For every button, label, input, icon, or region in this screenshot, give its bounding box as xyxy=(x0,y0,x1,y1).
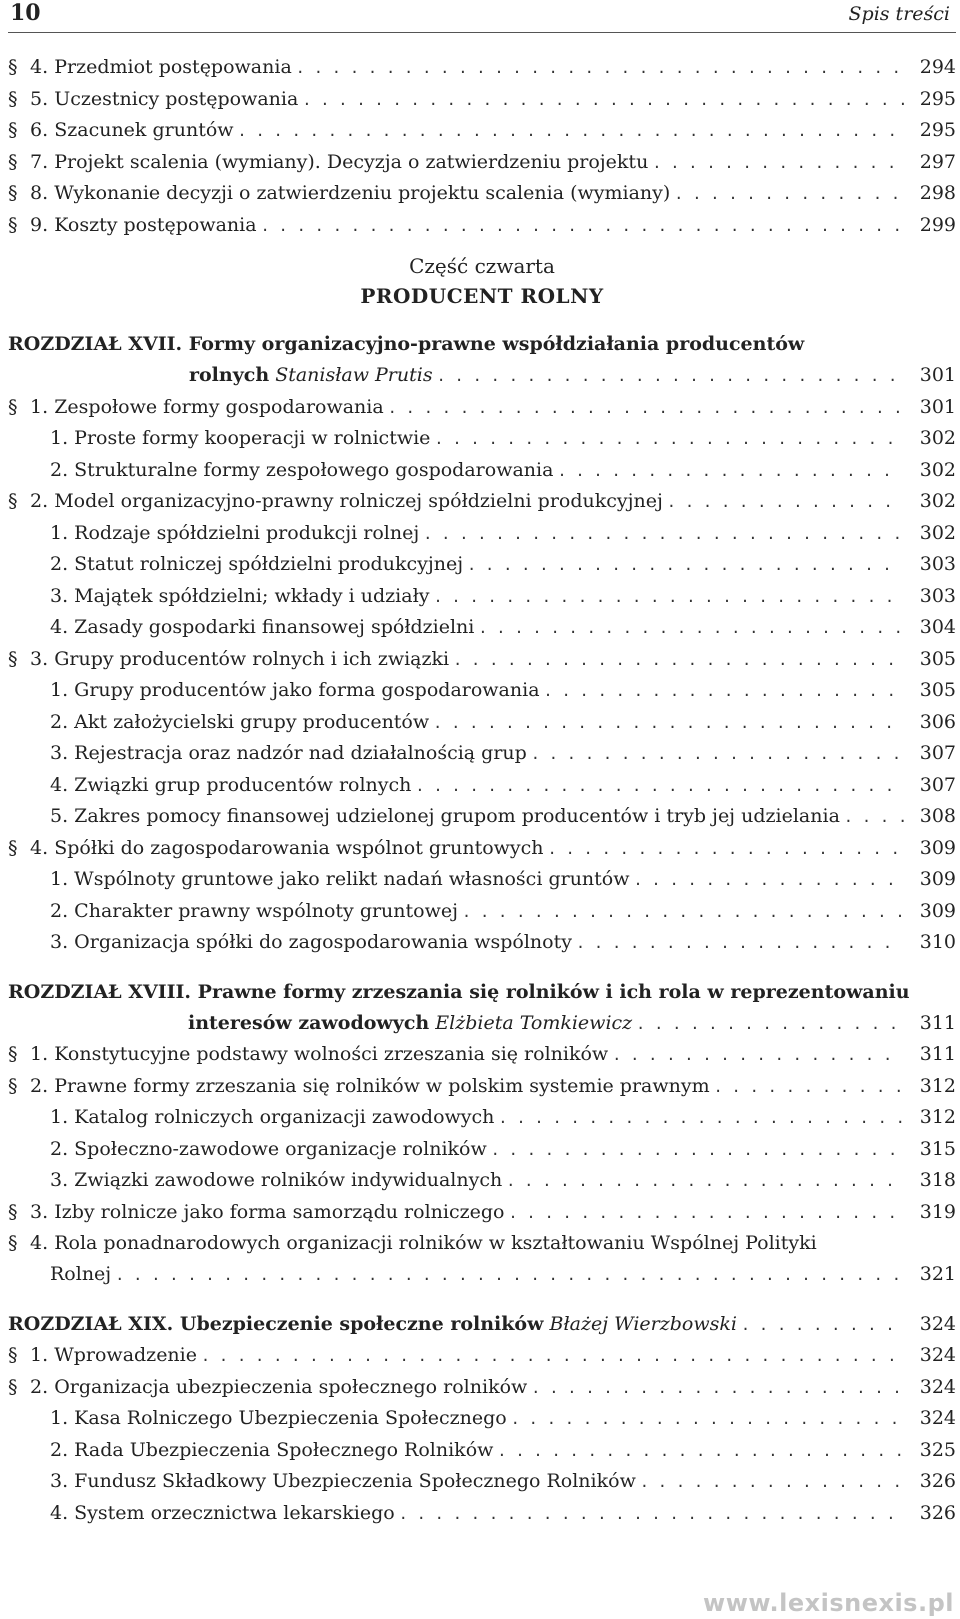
page-ref: 305 xyxy=(919,679,956,701)
toc-entry[interactable] xyxy=(8,896,956,928)
chapter-17-entries xyxy=(8,392,956,959)
chapter-17 xyxy=(8,329,956,959)
toc-entry[interactable] xyxy=(8,486,956,518)
part-subtitle: Część czwarta xyxy=(409,254,555,278)
page-ref: 299 xyxy=(919,213,956,236)
dot-leader xyxy=(463,550,904,582)
section-mark: § xyxy=(8,1375,18,1398)
section-mark: § xyxy=(8,836,18,859)
page-ref: 295 xyxy=(919,87,956,110)
entry-label: 2. Prawne formy zrzeszania się rolników w polskim systemie prawnym xyxy=(30,1074,710,1097)
dot-leader xyxy=(544,834,904,866)
dot-leader xyxy=(433,361,904,393)
chapter-author: Stanisław Prutis xyxy=(275,364,433,386)
entry-label: 4. System orzecznictwa lekarskiego xyxy=(50,1501,395,1524)
page-ref: 302 xyxy=(919,427,956,449)
toc-entry[interactable] xyxy=(8,1134,956,1166)
page-ref: 319 xyxy=(919,1200,956,1223)
dot-leader xyxy=(527,1373,904,1405)
page-ref: 294 xyxy=(919,56,956,78)
entry-label: 3. Związki zawodowe rolników indywidualnych xyxy=(50,1169,503,1191)
entry-label: 8. Wykonanie decyzji o zatwierdzeniu projektu scalenia (wymiany) xyxy=(30,182,671,204)
page-ref: 326 xyxy=(919,1470,956,1492)
page-ref: 297 xyxy=(919,150,956,173)
chapter-heading: ROZDZIAŁ XVIII. Prawne formy zrzeszania się rolników i ich rola w reprezentowaniu xyxy=(8,980,910,1003)
page-ref: 325 xyxy=(919,1438,956,1461)
entry-label: 5. Uczestnicy postępowania xyxy=(30,87,299,110)
entry-label: 1. Zespołowe formy gospodarowania xyxy=(30,395,384,418)
dot-leader xyxy=(507,1404,904,1436)
section-mark: § xyxy=(8,1200,18,1223)
entry-label: 9. Koszty postępowania xyxy=(30,213,257,236)
toc-entry[interactable] xyxy=(8,1008,956,1040)
toc-entry[interactable] xyxy=(8,833,956,865)
dot-leader xyxy=(395,1499,904,1531)
toc-entry[interactable] xyxy=(8,1466,956,1498)
toc-entry[interactable] xyxy=(8,423,956,455)
toc-entry[interactable] xyxy=(8,1435,956,1467)
entry-label: 1. Katalog rolniczych organizacji zawodowych xyxy=(50,1106,495,1128)
section-mark: § xyxy=(8,395,18,418)
entry-label: 1. Konstytucyjne podstawy wolności zrzeszania się rolników xyxy=(30,1043,609,1065)
page-number: 10 xyxy=(10,0,41,26)
entry-label: 2. Charakter prawny wspólnoty gruntowej xyxy=(50,899,459,922)
entry-label: 1. Rodzaje spółdzielni produkcji rolnej xyxy=(50,521,420,544)
entry-label: 1. Grupy producentów jako forma gospodarowania xyxy=(50,679,540,701)
section-mark: § xyxy=(8,119,18,141)
part-heading xyxy=(8,251,956,311)
section-mark: § xyxy=(8,647,18,670)
page-ref: 311 xyxy=(919,1011,956,1034)
toc-entry[interactable] xyxy=(8,1102,956,1134)
dot-leader xyxy=(636,1467,904,1499)
entry-label: 3. Fundusz Składkowy Ubezpieczenia Społecznego Rolników xyxy=(50,1470,636,1492)
chapter-18-entries xyxy=(8,1039,956,1228)
dot-leader xyxy=(111,1260,904,1292)
section-mark: § xyxy=(8,1074,18,1097)
toc-entry[interactable] xyxy=(8,644,956,676)
entry-label: 7. Projekt scalenia (wymiany). Decyzja o zatwierdzeniu projektu xyxy=(30,150,649,173)
entry-label: 4. Rola ponadnarodowych organizacji rolników w kształtowaniu Wspólnej Polityki xyxy=(30,1232,817,1254)
dot-leader xyxy=(384,393,904,425)
entry-label: 2. Statut rolniczej spółdzielni produkcyjnej xyxy=(50,553,464,575)
dot-leader xyxy=(458,897,904,929)
toc-entry[interactable] xyxy=(8,927,956,959)
page-ref: 304 xyxy=(919,616,956,638)
chapter-heading-cont: interesów zawodowych xyxy=(188,1011,430,1034)
dot-leader xyxy=(429,582,904,614)
section-mark: § xyxy=(8,213,18,236)
toc-entry[interactable] xyxy=(8,770,956,802)
entry-label: 3. Grupy producentów rolnych i ich związki xyxy=(30,647,450,670)
page-ref: 307 xyxy=(919,773,956,796)
table-of-contents xyxy=(8,52,956,1529)
toc-entry[interactable] xyxy=(8,864,956,896)
toc-entry[interactable] xyxy=(8,392,956,424)
toc-entry[interactable] xyxy=(8,549,956,581)
entry-label: 5. Zakres pomocy finansowej udzielonej grupom producentów i tryb jej udzielania xyxy=(50,805,840,827)
dot-leader xyxy=(429,708,904,740)
entry-label: 4. Związki grup producentów rolnych xyxy=(50,773,412,796)
toc-entry[interactable] xyxy=(8,52,956,84)
dot-leader xyxy=(648,148,904,180)
toc-entry[interactable] xyxy=(8,675,956,707)
page-ref: 311 xyxy=(919,1043,956,1065)
entry-label: 3. Organizacja spółki do zagospodarowania wspólnoty xyxy=(50,931,572,953)
toc-entry[interactable] xyxy=(8,1498,956,1530)
toc-group-1 xyxy=(8,52,956,241)
entry-label: 2. Organizacja ubezpieczenia społecznego rolników xyxy=(30,1375,528,1398)
entry-label: 3. Izby rolnicze jako forma samorządu rolniczego xyxy=(30,1200,505,1223)
toc-entry[interactable] xyxy=(8,115,956,147)
entry-label: 2. Rada Ubezpieczenia Społecznego Rolników xyxy=(50,1438,494,1461)
toc-entry[interactable] xyxy=(8,1309,956,1341)
toc-entry[interactable] xyxy=(8,738,956,770)
entry-label: 1. Wspólnoty gruntowe jako relikt nadań własności gruntów xyxy=(50,868,630,890)
page-ref: 315 xyxy=(919,1137,956,1160)
toc-entry[interactable] xyxy=(8,801,956,833)
section-mark: § xyxy=(8,150,18,173)
entry-label: Rolnej xyxy=(50,1263,112,1285)
page-ref: 303 xyxy=(919,584,956,607)
chapter-author: Błażej Wierzbowski xyxy=(549,1312,737,1335)
dot-leader xyxy=(608,1040,904,1072)
toc-entry[interactable] xyxy=(8,1071,956,1103)
toc-entry[interactable] xyxy=(8,1372,956,1404)
toc-entry[interactable] xyxy=(8,1197,956,1229)
chapter-heading-cont: rolnych xyxy=(189,364,270,386)
toc-entry[interactable] xyxy=(8,1340,956,1372)
page-ref: 309 xyxy=(919,836,956,859)
page-ref: 298 xyxy=(919,182,956,204)
dot-leader xyxy=(493,1436,904,1468)
chapter-19 xyxy=(8,1309,956,1530)
dot-leader xyxy=(298,85,904,117)
dot-leader xyxy=(710,1072,904,1104)
chapter-18 xyxy=(8,977,956,1291)
dot-leader xyxy=(630,865,905,897)
section-mark: § xyxy=(8,1232,18,1254)
toc-entry[interactable] xyxy=(8,1403,956,1435)
entry-label: 1. Wprowadzenie xyxy=(30,1344,197,1366)
page-ref: 324 xyxy=(919,1344,956,1366)
page-ref: 295 xyxy=(919,119,956,141)
page-ref: 310 xyxy=(919,931,956,953)
toc-entry[interactable] xyxy=(8,707,956,739)
entry-label: 4. Spółki do zagospodarowania wspólnot gruntowych xyxy=(30,836,544,859)
page-ref: 324 xyxy=(919,1312,956,1335)
dot-leader xyxy=(502,1166,904,1198)
dot-leader xyxy=(292,53,904,85)
dot-leader xyxy=(449,645,904,677)
page-ref: 324 xyxy=(919,1375,956,1398)
entry-label: 3. Rejestracja oraz nadzór nad działalnością grup xyxy=(50,742,527,764)
chapter-heading: ROZDZIAŁ XIX. Ubezpieczenie społeczne rolników xyxy=(8,1312,544,1335)
toc-entry[interactable] xyxy=(8,581,956,613)
page-ref: 301 xyxy=(919,395,956,418)
entry-label: 6. Szacunek gruntów xyxy=(30,119,234,141)
page-ref: 307 xyxy=(919,742,956,764)
page-ref: 309 xyxy=(919,868,956,890)
chapter-heading: ROZDZIAŁ XVII. Formy organizacyjno-prawne współdziałania producentów xyxy=(8,333,805,355)
dot-leader xyxy=(234,116,904,148)
toc-entry-line[interactable] xyxy=(8,1228,956,1259)
section-mark: § xyxy=(8,490,18,512)
toc-entry[interactable] xyxy=(8,147,956,179)
page-ref: 302 xyxy=(919,490,956,512)
dot-leader xyxy=(737,1310,904,1342)
dot-leader xyxy=(487,1135,904,1167)
dot-leader xyxy=(553,456,904,488)
page-ref: 321 xyxy=(919,1263,956,1285)
dot-leader xyxy=(197,1341,904,1373)
toc-entry[interactable] xyxy=(8,612,956,644)
dot-leader xyxy=(663,487,904,519)
toc-entry[interactable] xyxy=(8,455,956,487)
toc-entry[interactable] xyxy=(8,1165,956,1197)
toc-entry[interactable] xyxy=(8,518,956,550)
dot-leader xyxy=(504,1198,904,1230)
page-ref: 312 xyxy=(919,1074,956,1097)
section-mark: § xyxy=(8,1344,18,1366)
page-ref: 326 xyxy=(919,1501,956,1524)
page-header xyxy=(8,0,956,33)
section-mark: § xyxy=(8,1043,18,1065)
dot-leader xyxy=(540,676,904,708)
page-ref: 308 xyxy=(919,805,956,827)
chapter-19-entries xyxy=(8,1340,956,1529)
page-ref: 305 xyxy=(919,647,956,670)
toc-entry[interactable] xyxy=(8,210,956,242)
dot-leader xyxy=(411,771,904,803)
running-title: Spis treści xyxy=(848,3,950,25)
entry-label: 2. Strukturalne formy zespołowego gospodarowania xyxy=(50,458,554,481)
entry-label: 1. Proste formy kooperacji w rolnictwie xyxy=(50,427,431,449)
page-ref: 306 xyxy=(919,710,956,733)
entry-label: 4. Zasady gospodarki finansowej spółdzielni xyxy=(50,616,475,638)
dot-leader xyxy=(474,613,904,645)
toc-entry[interactable] xyxy=(8,1259,956,1291)
page-ref: 302 xyxy=(919,521,956,544)
toc-entry[interactable] xyxy=(8,1039,956,1071)
dot-leader xyxy=(572,928,904,960)
page-ref: 309 xyxy=(919,899,956,922)
toc-entry[interactable] xyxy=(8,178,956,210)
page-ref: 301 xyxy=(919,364,956,386)
publisher-watermark: www.lexisnexis.pl xyxy=(703,1589,954,1617)
entry-label: 2. Model organizacyjno-prawny rolniczej spółdzielni produkcyjnej xyxy=(30,490,663,512)
entry-label: 1. Kasa Rolniczego Ubezpieczenia Społecznego xyxy=(50,1407,507,1429)
section-mark: § xyxy=(8,87,18,110)
entry-label: 2. Akt założycielski grupy producentów xyxy=(50,710,430,733)
dot-leader xyxy=(430,424,904,456)
part-title: PRODUCENT ROLNY xyxy=(360,284,604,308)
page-ref: 303 xyxy=(919,553,956,575)
dot-leader xyxy=(419,519,904,551)
dot-leader xyxy=(632,1009,904,1041)
section-mark: § xyxy=(8,182,18,204)
page-ref: 312 xyxy=(919,1106,956,1128)
dot-leader xyxy=(494,1103,904,1135)
dot-leader xyxy=(257,211,904,243)
toc-entry[interactable] xyxy=(8,84,956,116)
page-ref: 324 xyxy=(919,1407,956,1429)
toc-entry[interactable] xyxy=(8,360,956,392)
entry-label: 3. Majątek spółdzielni; wkłady i udziały xyxy=(50,584,430,607)
entry-label: 2. Społeczno-zawodowe organizacje rolników xyxy=(50,1137,487,1160)
page-ref: 302 xyxy=(919,458,956,481)
entry-label: 4. Przedmiot postępowania xyxy=(30,56,292,78)
chapter-author: Elżbieta Tomkiewicz xyxy=(435,1011,633,1034)
section-mark: § xyxy=(8,56,18,78)
dot-leader xyxy=(527,739,904,771)
dot-leader xyxy=(670,179,904,211)
page-ref: 318 xyxy=(919,1169,956,1191)
dot-leader xyxy=(840,802,904,834)
